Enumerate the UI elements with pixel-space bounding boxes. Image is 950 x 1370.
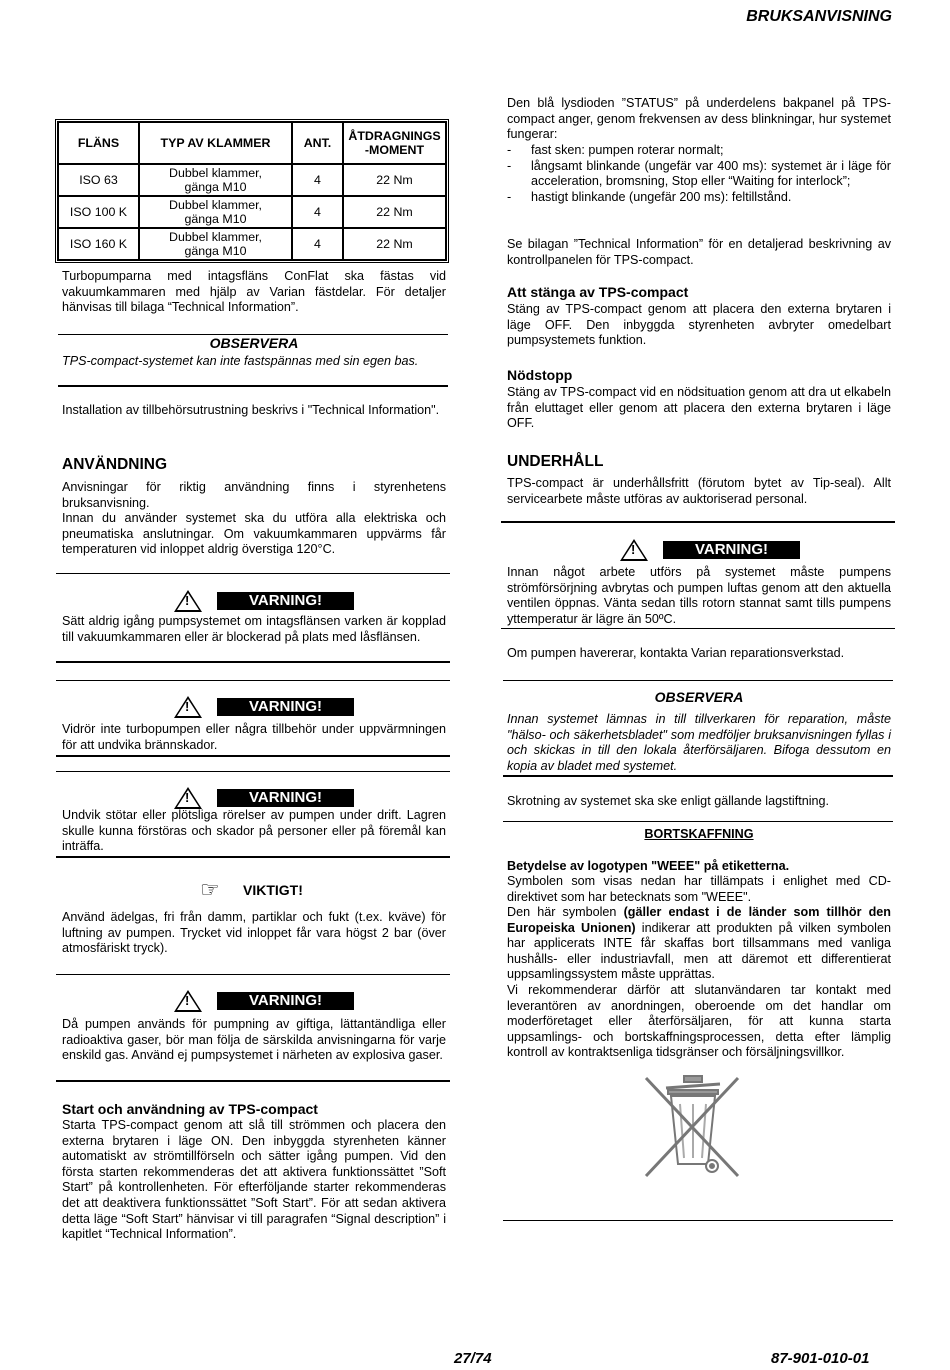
- exclamation-mark: !: [185, 993, 190, 1008]
- paragraph-stanga: Stäng av TPS-compact genom att placera den externa brytaren i läge OFF. Den inbyggda styrenheten avbryter omedelbart pumpsystemets funktion.: [507, 302, 891, 348]
- paragraph-status: Den blå lysdioden ”STATUS” på underdelens bakpanel på TPS-compact anger, genom frekvensen av dess blinkningar, hur systemet fungerar:: [507, 96, 891, 142]
- table-cell: ISO 160 K: [58, 228, 139, 260]
- obs1-text: TPS-compact-systemet kan inte fastspännas med sin egen bas.: [62, 354, 419, 368]
- warning-box: [62, 590, 446, 610]
- divider: [56, 1080, 450, 1082]
- status-list: [507, 143, 891, 205]
- heading-start: Start och användning av TPS-compact: [62, 1101, 318, 1117]
- paragraph-bilagan: Se bilagan ”Technical Information” för en detaljerad beskrivning av kontrollpanelen för TPS-compact.: [507, 237, 891, 267]
- warning-triangle-icon: [174, 990, 202, 1012]
- warning1-text: Sätt aldrig igång pumpsystemet om intagsflänsen varken är kopplad till vakuumkammaren eller är blockerad på plats med låsflänsen.: [62, 614, 446, 644]
- table-cell: ISO 63: [58, 164, 139, 196]
- table-cell: 22 Nm: [343, 196, 446, 228]
- heading-stanga: Att stänga av TPS-compact: [507, 284, 689, 300]
- cell-line: Dubbel klammer,: [169, 166, 262, 180]
- pointing-hand-icon: ☞: [200, 877, 220, 902]
- obs2-text: Innan systemet lämnas in till tillverkaren för reparation, måste "hälso- och säkerhetsbladet" som medföljer bruksanvisningen fyllas i och skickas in till den lokala återförsäljaren. Bifoga dessutom en kopia av bladet med systemet.: [507, 712, 891, 773]
- divider: [58, 385, 448, 387]
- text-run: indikerar att produkten på vilken symbolen har applicerats INTE får skaffas bort tillsammans med vanliga hushålls- eller industriavfall, men att däremot ett differentierat uppsamlingssystem måste upprättas.: [507, 920, 891, 982]
- list-item: - fast sken: pumpen roterar normalt;: [507, 143, 891, 159]
- paragraph-haveri: Om pumpen havererar, kontakta Varian reparationsverkstad.: [507, 646, 845, 660]
- obs1-title: OBSERVERA: [209, 335, 299, 351]
- cell-line: Dubbel klammer,: [169, 198, 262, 212]
- paragraph-nodstopp: Stäng av TPS-compact vid en nödsituation genom att dra ut elkabeln från eluttaget eller genom att placera den externa brytaren i läge OFF.: [507, 385, 891, 431]
- table-cell: [139, 196, 292, 228]
- page-header-title: BRUKSANVISNING: [746, 8, 892, 25]
- warning-box: [62, 990, 446, 1010]
- table-cell: [139, 228, 292, 260]
- divider: [501, 628, 895, 629]
- paragraph-weee3: Vi rekommenderar därför att slutanvändaren tar kontakt med leverantören av anordningen, oberoende om det handlar om moderföretaget eller återförsäljaren, för att kunna starta uppsamlings- och bortskaffningsprocessen, detta efter lämplig kontroll av kontraktsenliga tidsgränser och försäljningsvillkor.: [507, 983, 891, 1060]
- viktigt-box: [200, 879, 360, 903]
- paragraph-anv2: Innan du använder systemet ska du utföra alla elektriska och pneumatiska anslutningar. Om vakuumkammaren uppvärms får temperaturen vid inloppet aldrig överstiga 120°C.: [62, 511, 446, 557]
- text-run-bold: (gäller endast i de länder som tillhör den Europeiska Unionen): [507, 905, 892, 935]
- divider: [503, 821, 893, 822]
- divider: [56, 661, 450, 663]
- table-row: [58, 164, 446, 196]
- warning2-text: Vidrör inte turbopumpen eller några tillbehör under uppvärmningen för att undvika brännskador.: [62, 722, 446, 752]
- table-header-cell: ANT.: [292, 122, 343, 164]
- table-header-row: [58, 122, 446, 164]
- divider: [56, 856, 450, 858]
- warning-box: [62, 696, 446, 716]
- table-row: [58, 196, 446, 228]
- warning-triangle-icon: [174, 590, 202, 612]
- table-cell: [139, 164, 292, 196]
- paragraph-anv1: Anvisningar för riktig användning finns i styrenhetens bruksanvisning.: [62, 480, 446, 510]
- table-cell: 4: [292, 228, 343, 260]
- divider: [503, 680, 893, 681]
- paragraph-install: Installation av tillbehörsutrustning beskrivs i "Technical Information".: [62, 403, 440, 417]
- heading-nodstopp: Nödstopp: [507, 367, 573, 383]
- table-cell: 22 Nm: [343, 228, 446, 260]
- warning-triangle-icon: [174, 787, 202, 809]
- torque-table: [55, 119, 449, 263]
- warning-label: VARNING!: [663, 541, 800, 559]
- table-cell: ISO 100 K: [58, 196, 139, 228]
- warning-label: VARNING!: [217, 698, 354, 716]
- warning4-text: Då pumpen används för pumpning av giftiga, lättantändliga eller radioaktiva gaser, bör man följa de särskilda anvisningarna för varje enskild gas. Använd ej pumpsystemet i närheten av explosiva gaser.: [62, 1017, 446, 1063]
- warning-label: VARNING!: [217, 992, 354, 1010]
- heading-bortskaffning-wrap: [507, 827, 891, 843]
- list-item: - hastigt blinkande (ungefär 200 ms): feltillstånd.: [507, 190, 891, 206]
- paragraph-turbo: Turbopumparna med intagsfläns ConFlat ska fästas vid vakuumkammaren med hjälp av Varian fästdelar. För detaljer hänvisas till bilaga “Technical Information”.: [62, 269, 446, 315]
- warning3-text: Undvik stötar eller plötsliga rörelser av pumpen under drift. Lagren skulle kunna förstöras och skador på personer eller på föremål kan inträffa.: [62, 808, 446, 854]
- divider: [56, 573, 450, 574]
- cell-line: Dubbel klammer,: [169, 230, 262, 244]
- viktigt-text: Använd ädelgas, fri från damm, partiklar och fukt (t.ex. kväve) för luftning av pumpen. Trycket vid inloppet får vara högst 2 bar (över atmosfäriskt tryck).: [62, 910, 446, 956]
- cell-line: gänga M10: [184, 212, 247, 226]
- heading-bortskaffning: BORTSKAFFNING: [644, 827, 754, 841]
- heading-anvandning: ANVÄNDNING: [62, 456, 168, 473]
- divider: [56, 974, 450, 975]
- table-cell: 4: [292, 164, 343, 196]
- table-cell: 4: [292, 196, 343, 228]
- table-header-cell: TYP AV KLAMMER: [139, 122, 292, 164]
- warning-box: [62, 787, 446, 807]
- header-line: ÅTDRAGNINGS: [348, 129, 441, 143]
- weee-crossed-bin-icon: [638, 1070, 748, 1186]
- exclamation-mark: !: [185, 790, 190, 805]
- warning-triangle-icon: [174, 696, 202, 718]
- header-line: -MOMENT: [364, 143, 425, 157]
- page-number: 27/74: [454, 1350, 492, 1367]
- divider: [501, 521, 895, 523]
- divider: [56, 755, 450, 757]
- paragraph-start: Starta TPS-compact genom att slå till strömmen och placera den externa brytaren i läge ON. Den inbyggda styrenheten känner automatiskt av strömtillförseln och sätter igång pumpen. Vid den första starten rekommenderas det att aktivera funktionssättet ”Soft Start” på kontrollenheten. För efterföljande starter rekommenderas det att deaktivera funktionssättet ”Soft Start”. För att sedan aktivera detta läge “Soft Start” hänvisar vi till paragrafen “Signal description” i kapitlet “Technical Information”.: [62, 1118, 446, 1242]
- divider: [56, 680, 450, 681]
- exclamation-mark: !: [185, 699, 190, 714]
- paragraph-weee1: Symbolen som visas nedan har tillämpats i enlighet med CD-direktivet som har betecknats som "WEEE".: [507, 874, 891, 904]
- warning-label: VARNING!: [217, 592, 354, 610]
- divider: [503, 775, 893, 777]
- exclamation-mark: !: [631, 542, 636, 557]
- table-header-cell: [343, 122, 446, 164]
- heading-underhall: UNDERHÅLL: [507, 453, 604, 470]
- paragraph-underhall: TPS-compact är underhållsfritt (förutom bytet av Tip-seal). Allt servicearbete måste utföras av auktoriserad personal.: [507, 476, 891, 506]
- document-number: 87-901-010-01: [771, 1350, 870, 1367]
- cell-line: gänga M10: [184, 244, 247, 258]
- table-cell: 22 Nm: [343, 164, 446, 196]
- table-row: [58, 228, 446, 260]
- warning-triangle-icon: [620, 539, 648, 561]
- warning5-text: Innan något arbete utförs på systemet måste pumpens strömförsörjning avbrytas och pumpen luftas genom att den aktuella ventilen öppnas. Vänta sedan tills rotorn stannat samt tills pumpens yttemperatur är lägre än 50ºC.: [507, 565, 891, 626]
- paragraph-weee2: [507, 905, 891, 983]
- paragraph-skrot: Skrotning av systemet ska ske enligt gällande lagstiftning.: [507, 794, 830, 808]
- exclamation-mark: !: [185, 593, 190, 608]
- divider: [503, 1220, 893, 1221]
- warning-label: VARNING!: [217, 789, 354, 807]
- divider: [56, 771, 450, 772]
- heading-weee: Betydelse av logotypen "WEEE" på etiketterna.: [507, 859, 790, 873]
- text-run: Den här symbolen: [507, 905, 624, 919]
- warning-box: [507, 539, 891, 559]
- table-header-cell: FLÄNS: [58, 122, 139, 164]
- cell-line: gänga M10: [184, 180, 247, 194]
- obs2-title: OBSERVERA: [654, 689, 744, 705]
- list-item: - långsamt blinkande (ungefär var 400 ms): systemet är i läge för acceleration, bromsning, Stop eller “Waiting for interlock”;: [507, 159, 891, 190]
- viktigt-label: VIKTIGT!: [243, 882, 303, 898]
